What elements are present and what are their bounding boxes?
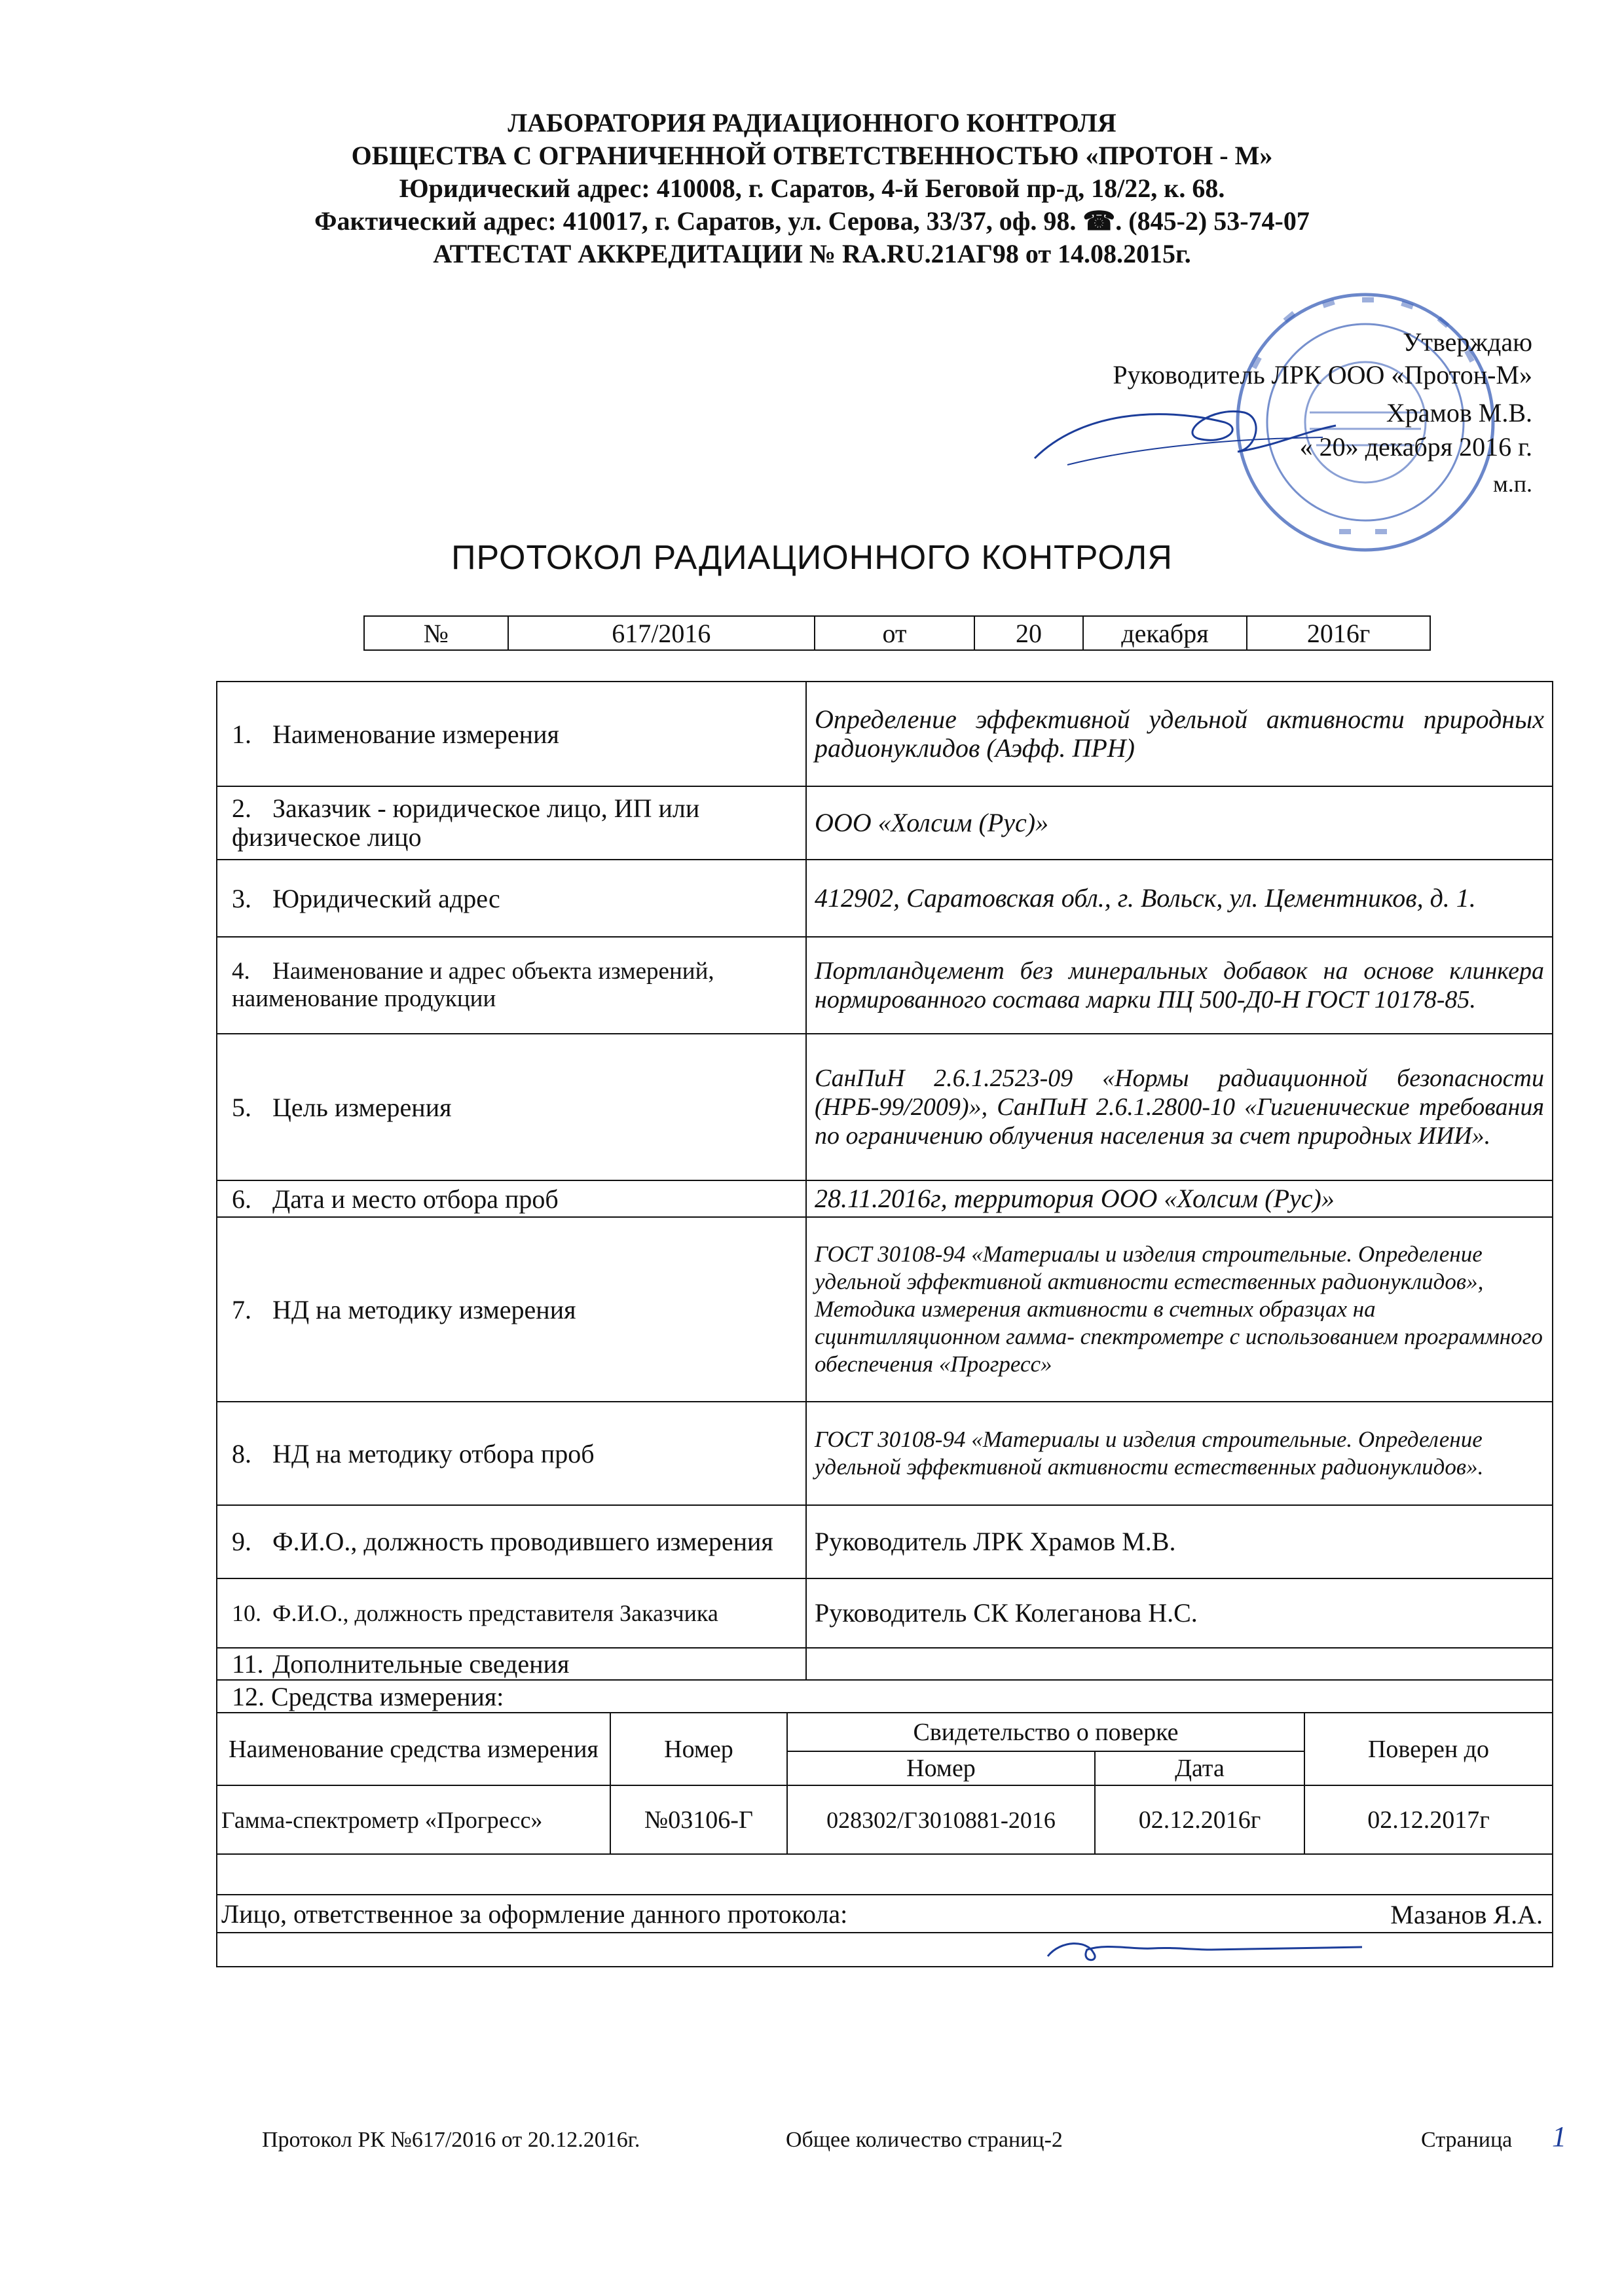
protocol-table [216,681,1553,1967]
lab-name: ЛАБОРАТОРИЯ РАДИАЦИОННОГО КОНТРОЛЯ [507,108,1116,137]
row-label: 10. Ф.И.О., должность представителя Заказчика [217,1578,806,1648]
row-label: 2. Заказчик - юридическое лицо, ИП или физическое лицо [217,786,806,860]
header-valid-until: Поверен до [1304,1713,1552,1785]
header-cert-number: Номер [787,1751,1095,1785]
instrument-valid-until: 02.12.2017г [1304,1785,1552,1853]
footer-page-number: 1 [1552,2121,1566,2153]
footer-page-count: Общее количество страниц-2 [786,2128,1063,2152]
protocol-number: 617/2016 [508,616,815,650]
approver-signature-icon [1028,386,1342,484]
row-label: 5. Цель измерения [217,1034,806,1180]
approve-label: Утверждаю [1403,327,1532,357]
instrument-cert-number: 028302/ГЗ010881-2016 [787,1785,1095,1853]
row-value: Портландцемент без минеральных добавок на основе клинкера нормированного состава марки ПЦ 500-Д0-Н ГОСТ 10178-85. [806,937,1553,1034]
instrument-number: №03106-Г [610,1785,787,1853]
actual-address: Фактический адрес: 410017, г. Саратов, ул. Серова, 33/37, оф. 98. ☎. (845-2) 53-74-07 [314,206,1310,236]
table-row [217,1680,1553,1713]
date-day: 20 [974,616,1082,650]
approval-date: « 20» декабря 2016 г. [1299,432,1532,462]
table-row [217,682,1553,786]
table-row [217,1034,1553,1180]
header-instrument-number: Номер [610,1713,787,1785]
responsible-name: Мазанов Я.А. [1390,1900,1543,1929]
protocol-number-row [363,615,1431,651]
row-value: 28.11.2016г, территория ООО «Холсим (Рус)» [806,1180,1553,1217]
row-label: 4. Наименование и адрес объекта измерений, наименование продукции [217,937,806,1034]
row-label: 9. Ф.И.О., должность проводившего измерения [217,1505,806,1578]
header-certificate: Свидетельство о поверке [787,1713,1304,1751]
table-row [217,1648,1553,1680]
row-label: 3. Юридический адрес [217,860,806,937]
table-row [217,1785,1552,1853]
approver-name: Храмов М.В. [1386,398,1532,428]
row-label: 8. НД на методику отбора проб [217,1402,806,1505]
date-year: 2016г [1247,616,1430,650]
responsible-label: Лицо, ответственное за оформление данного протокола: [221,1899,848,1929]
instrument-cert-date: 02.12.2016г [1095,1785,1304,1853]
responsible-signature-icon [1041,1930,1369,1969]
table-row [217,1402,1553,1505]
page-title: ПРОТОКОЛ РАДИАЦИОННОГО КОНТРОЛЯ [451,539,1173,577]
footer-protocol: Протокол РК №617/2016 от 20.12.2016г. [262,2128,640,2152]
legal-address: Юридический адрес: 410008, г. Саратов, 4-й Беговой пр-д, 18/22, к. 68. [399,173,1225,203]
table-row [217,1854,1553,1895]
date-month: декабря [1083,616,1247,650]
table-row [217,1578,1553,1648]
table-row [217,860,1553,937]
row-value: ГОСТ 30108-94 «Материалы и изделия строительные. Определение удельной эффективной активности естественных радионуклидов», Методика измерения активности в счетных образцах на сцинтилляционном гамма- спектрометре с использованием программного обеспечения «Прогресс» [806,1217,1553,1402]
header-cert-date: Дата [1095,1751,1304,1785]
responsible-row [217,1895,1553,1933]
approver-position: Руководитель ЛРК ООО «Протон-М» [1113,360,1532,390]
row-value: СанПиН 2.6.1.2523-09 «Нормы радиационной безопасности (НРБ-99/2009)», СанПиН 2.6.1.2800-10 «Гигиенические требования по ограничению облучения населения за счет природных ИИИ». [806,1034,1553,1180]
table-row [217,1505,1553,1578]
table-row [217,1217,1553,1402]
table-row [217,786,1553,860]
row-value [806,1648,1553,1680]
instruments-row [217,1713,1553,1854]
accreditation: АТТЕСТАТ АККРЕДИТАЦИИ № RA.RU.21АГ98 от 14.08.2015г. [433,239,1191,268]
date-from-label: от [815,616,974,650]
row-value: Руководитель ЛРК Храмов М.В. [806,1505,1553,1578]
row-value: Руководитель СК Колеганова Н.С. [806,1578,1553,1648]
row-label: 7. НД на методику измерения [217,1217,806,1402]
instruments-table [217,1713,1552,1853]
row-label: 6. Дата и место отбора проб [217,1180,806,1217]
stamp-place: м.п. [1492,471,1532,497]
row-label: 1. Наименование измерения [217,682,806,786]
table-row [217,937,1553,1034]
instrument-name: Гамма-спектрометр «Прогресс» [217,1785,610,1853]
instruments-section-label: 12. Средства измерения: [217,1680,1553,1713]
number-label: № [364,616,508,650]
header-instrument-name: Наименование средства измерения [217,1713,610,1785]
table-row [217,1180,1553,1217]
row-value: Определение эффективной удельной активности природных радионуклидов (Аэфф. ПРН) [806,682,1553,786]
footer-page-label: Страница [1421,2128,1513,2152]
row-value: ГОСТ 30108-94 «Материалы и изделия строительные. Определение удельной эффективной активности естественных радионуклидов». [806,1402,1553,1505]
row-label: 11. Дополнительные сведения [217,1648,806,1680]
company-name: ОБЩЕСТВА С ОГРАНИЧЕННОЙ ОТВЕТСТВЕННОСТЬЮ «ПРОТОН - М» [351,141,1273,170]
row-value: 412902, Саратовская обл., г. Вольск, ул. Цементников, д. 1. [806,860,1553,937]
row-value: ООО «Холсим (Рус)» [806,786,1553,860]
